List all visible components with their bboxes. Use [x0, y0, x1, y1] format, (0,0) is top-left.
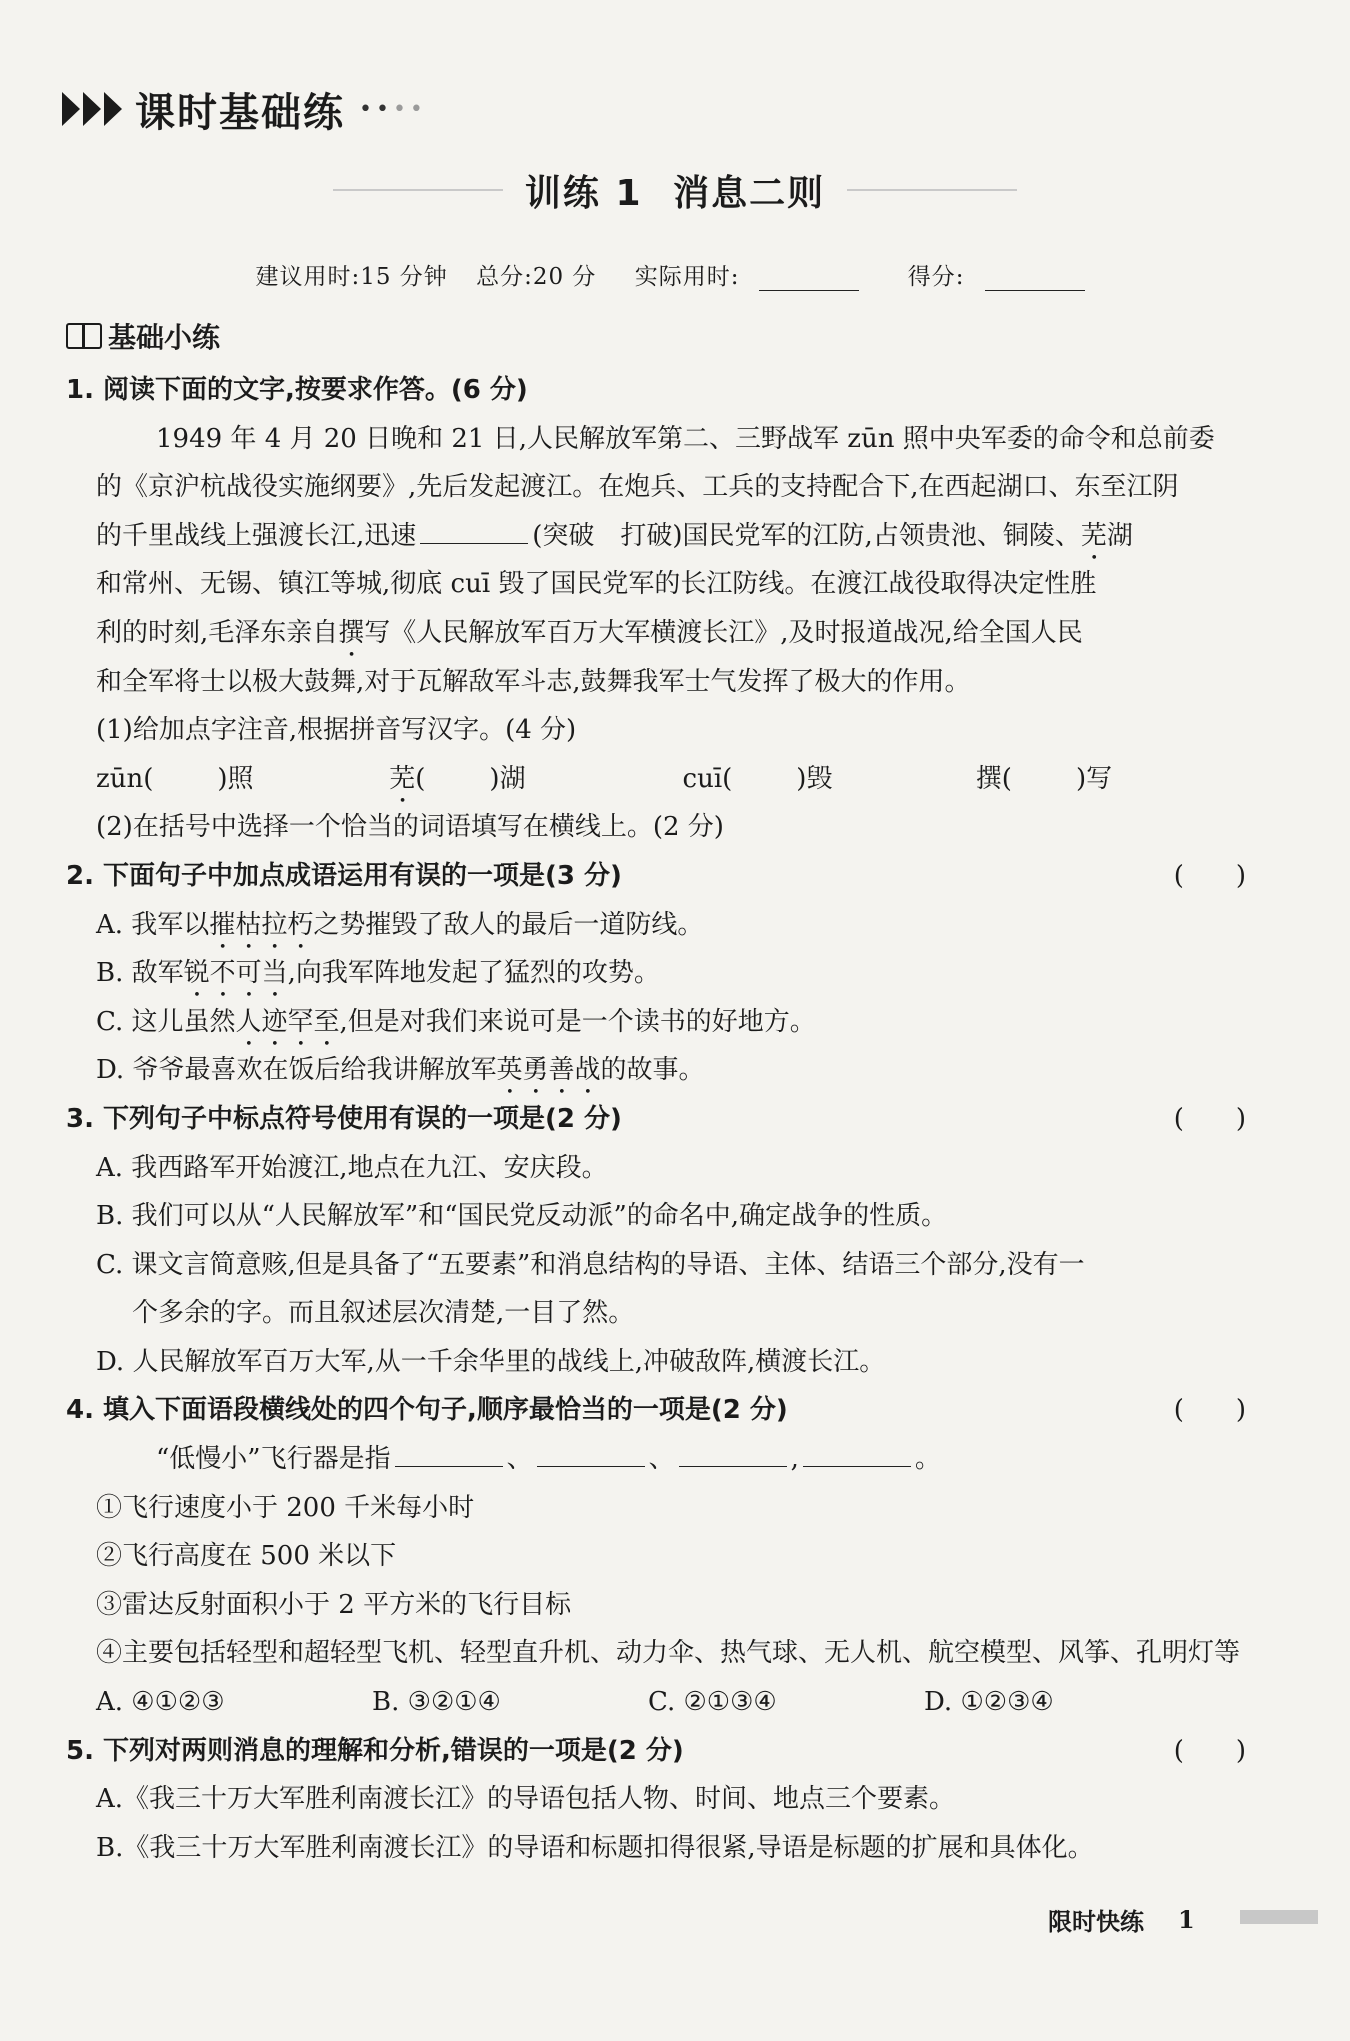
- actual-time-label: 实际用时:: [634, 264, 740, 290]
- dotted-idiom: 人迹罕至: [235, 1006, 340, 1037]
- question-4-stem: 4. 填入下面语段横线处的四个句子,顺序最恰当的一项是(2 分) ( ): [66, 1386, 1246, 1435]
- dotted-char: 芜: [1080, 520, 1107, 551]
- fill-item: zūn( )照: [96, 763, 254, 794]
- option-b: B. 我们可以从“人民解放军”和“国民党反动派”的命名中,确定战争的性质。: [96, 1201, 948, 1232]
- answer-blank[interactable]: [679, 1438, 787, 1467]
- answer-paren[interactable]: ( ): [1173, 860, 1246, 891]
- fill-item: 撰( )写: [975, 763, 1113, 794]
- section-heading: 基础小练: [66, 316, 220, 356]
- header-banner: [62, 82, 427, 136]
- questions: [66, 366, 1246, 1872]
- q4-options: [66, 1678, 1246, 1727]
- footer-bar: [1240, 1910, 1318, 1924]
- footer-label: 限时快练: [1048, 1908, 1144, 1936]
- option-c: C. 这儿虽然人迹罕至,但是对我们来说可是一个读书的好地方。: [96, 1006, 816, 1037]
- question-1-sub2: (2)在括号中选择一个恰当的词语填写在横线上。(2 分): [96, 812, 724, 843]
- title-rule-right: [847, 189, 1017, 191]
- question-2-stem: 2. 下面句子中加点成语运用有误的一项是(3 分) ( ): [66, 852, 1246, 901]
- pinyin-fill-row: [66, 755, 1246, 804]
- dotted-idiom: 锐不可当: [183, 958, 288, 989]
- question-5-stem: 5. 下列对两则消息的理解和分析,错误的一项是(2 分) ( ): [66, 1727, 1246, 1776]
- passage-line: 的《京沪杭战役实施纲要》,先后发起渡江。在炮兵、工兵的支持配合下,在西起湖口、东至江阴: [96, 472, 1179, 503]
- dotted-idiom: 英勇善战: [496, 1055, 601, 1086]
- option-c[interactable]: C. ②①③④: [648, 1687, 777, 1718]
- answer-blank[interactable]: [537, 1438, 645, 1467]
- suggested-time: 建议用时:15 分钟: [255, 264, 448, 290]
- option-c-cont: 个多余的字。而且叙述层次清楚,一目了然。: [132, 1298, 635, 1329]
- fill-item: cuī( )毁: [682, 763, 833, 794]
- question-1-stem: 1. 阅读下面的文字,按要求作答。(6 分): [66, 375, 528, 405]
- lesson-number: 训练 1: [524, 172, 643, 214]
- total-score: 总分:20 分: [476, 264, 597, 290]
- passage-line: 利的时刻,毛泽东亲自撰写《人民解放军百万大军横渡长江》,及时报道战况,给全国人民: [96, 617, 1083, 648]
- meta-row: [0, 258, 1350, 291]
- dotted-char: 撰: [338, 617, 365, 648]
- answer-blank[interactable]: [420, 515, 528, 544]
- option-b[interactable]: B. ③②①④: [372, 1687, 501, 1718]
- option-a: A. 我军以摧枯拉朽之势摧毁了敌人的最后一道防线。: [96, 909, 704, 940]
- chevron-icon: [83, 92, 101, 126]
- fill-sentence: “低慢小”飞行器是指 、 、 , 。: [66, 1435, 1246, 1484]
- passage-line: 1949 年 4 月 20 日晚和 21 日,人民解放军第二、三野战军 zūn 照中央军委的命令和总前委: [156, 423, 1215, 454]
- sentence-item: ②飞行高度在 500 米以下: [96, 1541, 397, 1572]
- chevron-icon: [62, 92, 80, 126]
- score-blank[interactable]: [985, 268, 1085, 291]
- answer-paren[interactable]: ( ): [1173, 1103, 1246, 1134]
- score-label: 得分:: [907, 264, 965, 290]
- title-rule-left: [333, 189, 503, 191]
- sentence-item: ④主要包括轻型和超轻型飞机、轻型直升机、动力伞、热气球、无人机、航空模型、风筝、孔明灯等: [96, 1638, 1241, 1669]
- option-d: D. 爷爷最喜欢在饭后给我讲解放军英勇善战的故事。: [96, 1055, 705, 1086]
- option-a[interactable]: A. ④①②③: [96, 1687, 225, 1718]
- option-b: B. 敌军锐不可当,向我军阵地发起了猛烈的攻势。: [96, 958, 660, 989]
- answer-blank[interactable]: [395, 1438, 503, 1467]
- page-number: 1: [1178, 1905, 1195, 1934]
- answer-paren[interactable]: ( ): [1173, 1735, 1246, 1766]
- dots-icon: ••••: [359, 96, 427, 122]
- option-a: A. 我西路军开始渡江,地点在九江、安庆段。: [96, 1152, 608, 1183]
- question-1-sub1: (1)给加点字注音,根据拼音写汉字。(4 分): [96, 715, 577, 746]
- passage-line: 和常州、无锡、镇江等城,彻底 cuī 毁了国民党军的长江防线。在渡江战役取得决定性胜: [96, 569, 1097, 600]
- banner-title: 课时基础练: [135, 89, 345, 136]
- passage-line: 和全军将士以极大鼓舞,对于瓦解敌军斗志,鼓舞我军士气发挥了极大的作用。: [96, 666, 971, 697]
- actual-time-blank[interactable]: [759, 268, 859, 291]
- option-b: B.《我三十万大军胜利南渡长江》的导语和标题扣得很紧,导语是标题的扩展和具体化。: [96, 1832, 1094, 1863]
- fill-item: 芜( )湖: [389, 763, 526, 794]
- option-c: C. 课文言简意赅,但是具备了“五要素”和消息结构的导语、主体、结语三个部分,没有一: [96, 1249, 1085, 1280]
- dotted-idiom: 摧枯拉朽: [209, 909, 314, 940]
- book-icon: [66, 323, 102, 349]
- option-a: A.《我三十万大军胜利南渡长江》的导语包括人物、时间、地点三个要素。: [96, 1784, 956, 1815]
- sentence-item: ③雷达反射面积小于 2 平方米的飞行目标: [96, 1589, 572, 1620]
- passage-line: 的千里战线上强渡长江,迅速 (突破 打破)国民党军的江防,占领贵池、铜陵、芜湖: [66, 512, 1246, 561]
- page-footer: [1048, 1902, 1195, 1937]
- sentence-item: ①飞行速度小于 200 千米每小时: [96, 1492, 475, 1523]
- option-d: D. 人民解放军百万大军,从一千余华里的战线上,冲破敌阵,横渡长江。: [96, 1346, 886, 1377]
- answer-blank[interactable]: [803, 1438, 911, 1467]
- chevron-icon: [104, 92, 122, 126]
- lesson-name: 消息二则: [673, 172, 826, 214]
- lesson-title: [0, 162, 1350, 218]
- option-d[interactable]: D. ①②③④: [924, 1687, 1054, 1718]
- question-3-stem: 3. 下列句子中标点符号使用有误的一项是(2 分) ( ): [66, 1095, 1246, 1144]
- answer-paren[interactable]: ( ): [1173, 1395, 1246, 1426]
